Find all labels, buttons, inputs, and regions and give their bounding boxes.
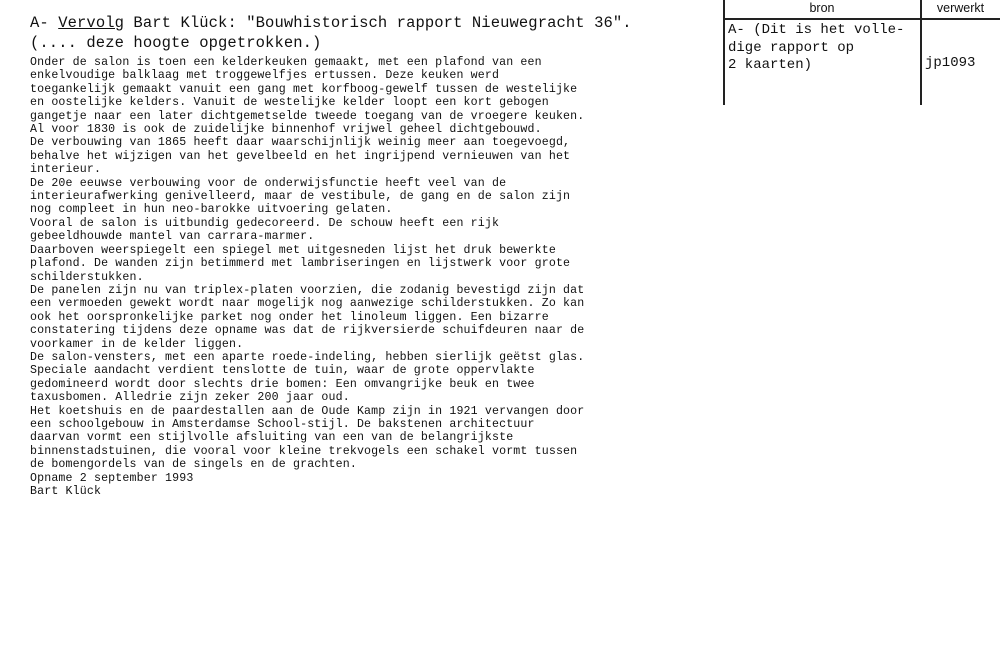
body-line: een schoolgebouw in Amsterdamse School-stijl. De bakstenen architectuur <box>30 417 535 431</box>
signoff-date: Opname 2 september 1993 <box>30 472 194 485</box>
verwerkt-cell: jp1093 <box>925 55 976 71</box>
body-line: De 20e eeuwse verbouwing voor de onderwijsfunctie heeft veel van de <box>30 176 507 190</box>
body-line: en oostelijke kelders. Vanuit de westelijke kelder loopt een kort gebogen <box>30 96 549 110</box>
body-line: interieur. <box>30 163 102 177</box>
body-line: ook het oorspronkelijke parket nog onder het linoleum liggen. Een bizarre <box>30 310 549 324</box>
column-header-bron: bron <box>809 1 835 15</box>
signoff <box>30 472 193 499</box>
heading-prefix: A- <box>30 14 59 32</box>
body-line: Daarboven weerspiegelt een spiegel met uitgesneden lijst het druk bewerkte <box>30 243 556 257</box>
heading-underlined-word: Vervolg <box>58 14 125 32</box>
card-heading <box>30 13 632 53</box>
body-line: schilderstukken. <box>30 270 144 284</box>
table-column-divider <box>920 0 922 105</box>
column-header-verwerkt: verwerkt <box>936 1 985 15</box>
body-line: een vermoeden gewekt wordt naar mogelijk nog aanwezige schilderstukken. Zo kan <box>30 297 585 311</box>
body-line: Speciale aandacht verdient tenslotte de tuin, waar de grote oppervlakte <box>30 364 535 378</box>
table-header-rule <box>723 18 1000 20</box>
body-line: nog compleet in hun neo-barokke uitvoering gelaten. <box>30 203 393 217</box>
bron-line: 2 kaarten) <box>728 57 813 73</box>
bron-line: dige rapport op <box>728 39 855 56</box>
body-line: De verbouwing van 1865 heeft daar waarschijnlijk weinig meer aan toegevoegd, <box>30 136 571 150</box>
heading-title: Bart Klück: "Bouwhistorisch rapport Nieuwegracht 36". <box>124 14 632 32</box>
body-line: interieurafwerking genivelleerd, maar de vestibule, de gang en de salon zijn <box>30 190 571 204</box>
report-body <box>30 56 585 472</box>
heading-subline: (.... deze hoogte opgetrokken.) <box>30 34 322 52</box>
body-line: toegankelijk gemaakt vanuit een gang met korfboog-gewelf tussen de westelijke <box>30 82 578 96</box>
body-line: Onder de salon is toen een kelderkeuken gemaakt, met een plafond van een <box>30 56 542 69</box>
body-line: de bomengordels van de singels en de grachten. <box>30 458 357 472</box>
body-line: binnenstadstuinen, die vooral voor kleine trekvogels een schakel vormt tussen <box>30 444 578 458</box>
body-line: gedomineerd wordt door slechts drie bomen: Een omvangrijke beuk en twee <box>30 377 535 391</box>
body-line: De panelen zijn nu van triplex-platen voorzien, die zodanig bevestigd zijn dat <box>30 283 585 297</box>
source-table <box>723 0 1000 105</box>
body-line: voorkamer in de kelder liggen. <box>30 337 244 351</box>
body-line: De salon-vensters, met een aparte roede-indeling, hebben sierlijk geëtst glas. <box>30 350 585 364</box>
signoff-author: Bart Klück <box>30 485 102 499</box>
body-line: constatering tijdens deze opname was dat de rijkversierde schuifdeuren naar de <box>30 324 585 338</box>
bron-line: A- (Dit is het volle- <box>728 22 905 38</box>
table-left-rule <box>723 0 725 105</box>
body-line: Vooral de salon is uitbundig gedecoreerd. De schouw heeft een rijk <box>30 216 500 230</box>
body-line: plafond. De wanden zijn betimmerd met lambriseringen en lijstwerk voor grote <box>30 257 571 271</box>
body-line: behalve het wijzigen van het gevelbeeld en het ingrijpend vernieuwen van het <box>30 149 571 163</box>
bron-cell <box>728 22 904 75</box>
body-line: enkelvoudige balklaag met troggewelfjes ertussen. Deze keuken werd <box>30 69 500 83</box>
body-line: Het koetshuis en de paardestallen aan de Oude Kamp zijn in 1921 vervangen door <box>30 404 585 418</box>
body-line: Al voor 1830 is ook de zuidelijke binnenhof vrijwel geheel dichtgebouwd. <box>30 123 542 137</box>
body-line: taxusbomen. Alledrie zijn zeker 200 jaar oud. <box>30 391 350 405</box>
body-line: daarvan vormt een stijlvolle afsluiting van een van de belangrijkste <box>30 431 514 445</box>
body-line: gebeeldhouwde mantel van carrara-marmer. <box>30 230 315 244</box>
body-line: gangetje naar een later dichtgemetselde tweede toegang van de vroegere keuken. <box>30 109 585 123</box>
